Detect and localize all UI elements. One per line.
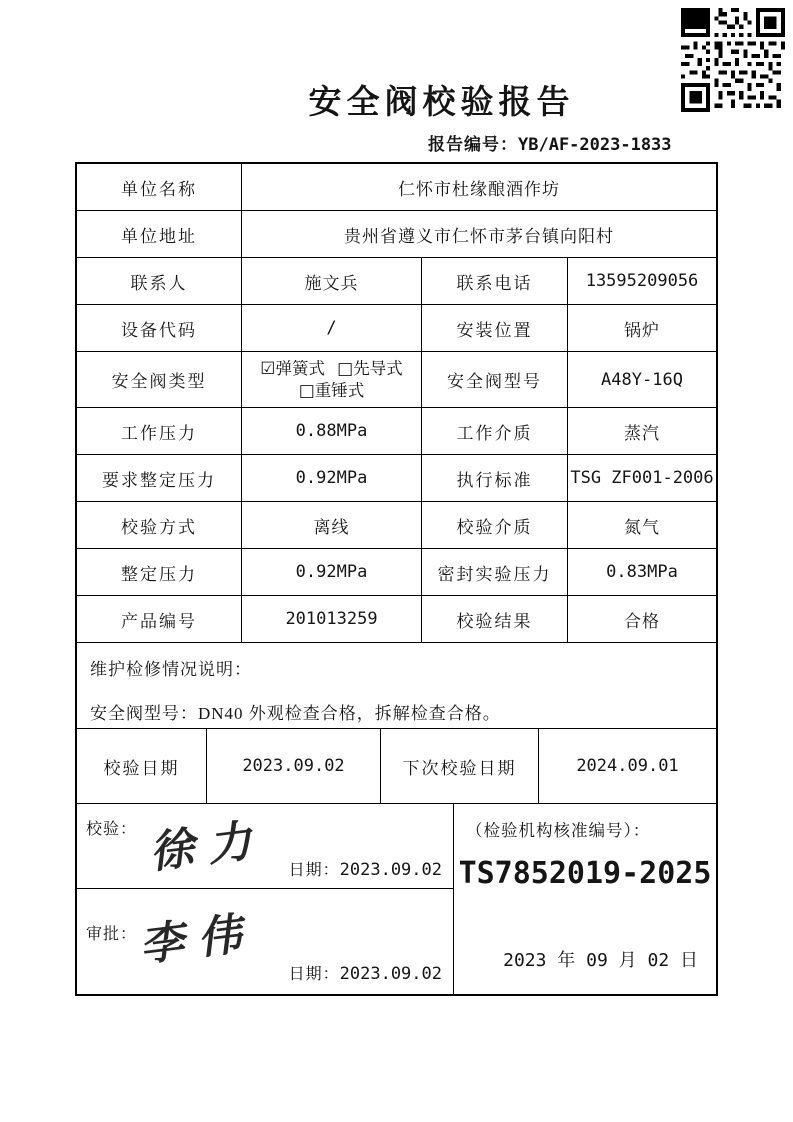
field-label: 校验结果 <box>422 596 568 642</box>
field-value: 合格 <box>624 611 660 631</box>
option-spring-type <box>260 359 325 378</box>
report-table <box>75 162 718 996</box>
field-label: 安装位置 <box>422 305 568 351</box>
field-label: 安全阀型号 <box>422 352 568 407</box>
field-label: 联系电话 <box>422 258 568 304</box>
checkbox-unchecked-icon: □ <box>337 358 354 379</box>
field-label: 密封实验压力 <box>422 549 568 595</box>
signatures-column <box>77 804 454 994</box>
field-value: 0.92MPa <box>242 455 422 501</box>
field-value: / <box>242 305 422 351</box>
report-number-label: 报告编号： <box>428 135 518 154</box>
valve-type-options <box>242 352 422 407</box>
field-label: 整定压力 <box>77 549 242 595</box>
field-label: 安全阀类型 <box>77 352 242 407</box>
field-value: 0.92MPa <box>242 549 422 595</box>
field-value: 201013259 <box>242 596 422 642</box>
field-label: 要求整定压力 <box>77 455 242 501</box>
approval-org-cell <box>454 804 716 994</box>
table-row-unit-address <box>77 211 716 258</box>
report-number <box>428 130 672 155</box>
field-label: 产品编号 <box>77 596 242 642</box>
field-label: 工作压力 <box>77 408 242 454</box>
field-value: 离线 <box>242 502 422 548</box>
table-row-set-pressure <box>77 549 716 596</box>
verify-label: 校验： <box>86 821 138 838</box>
option-lever-type <box>299 381 365 400</box>
table-row-required-set-pressure <box>77 455 716 502</box>
org-approval-label: （检验机构核准编号）： <box>466 821 651 840</box>
field-value: 0.83MPa <box>606 562 678 582</box>
maintenance-note <box>77 643 716 728</box>
field-label: 校验方式 <box>77 502 242 548</box>
field-label: 单位名称 <box>77 164 242 210</box>
maintenance-note-row <box>77 643 716 729</box>
checkbox-unchecked-icon: □ <box>298 380 315 401</box>
checkbox-checked-icon: ☑ <box>260 358 276 379</box>
table-row-dates <box>77 729 716 804</box>
maintenance-note-body: 安全阀型号：DN40 外观检查合格，拆解检查合格。 <box>90 704 501 723</box>
field-label: 设备代码 <box>77 305 242 351</box>
field-value: 贵州省遵义市仁怀市茅台镇向阳村 <box>344 226 614 246</box>
option-label: 重锤式 <box>314 380 365 400</box>
verify-date-line: 日期：2023.09.02 <box>288 860 442 880</box>
field-label: 校验日期 <box>77 729 207 803</box>
report-number-value: YB/AF-2023-1833 <box>518 135 672 155</box>
table-row-working-pressure <box>77 408 716 455</box>
field-label: 执行标准 <box>422 455 568 501</box>
table-row-product-number <box>77 596 716 643</box>
field-value: 2023.09.02 <box>207 729 381 803</box>
field-value: 仁怀市杜缘酿酒作坊 <box>398 179 560 199</box>
option-pilot-type <box>337 359 403 378</box>
table-row-unit-name <box>77 164 716 211</box>
field-value: 蒸汽 <box>624 423 660 443</box>
field-value: 锅炉 <box>624 320 660 340</box>
field-label: 工作介质 <box>422 408 568 454</box>
approve-signature-handwriting: 李伟 <box>136 908 259 971</box>
field-label: 校验介质 <box>422 502 568 548</box>
approve-date-line: 日期：2023.09.02 <box>288 964 442 984</box>
table-row-contact <box>77 258 716 305</box>
org-approval-code: TS7852019-2025 <box>458 856 712 891</box>
field-label: 联系人 <box>77 258 242 304</box>
signoff-section <box>77 804 716 994</box>
option-label: 弹簧式 <box>275 358 326 378</box>
maintenance-note-title: 维护检修情况说明： <box>90 660 252 679</box>
table-row-device-code <box>77 305 716 352</box>
field-value: A48Y-16Q <box>601 369 683 390</box>
field-value: 2024.09.01 <box>576 756 679 776</box>
field-value: 氮气 <box>624 517 660 537</box>
field-value: 13595209056 <box>585 271 699 291</box>
verify-signature-handwriting: 徐力 <box>146 815 269 878</box>
approve-label: 审批： <box>86 926 138 943</box>
field-value: 0.88MPa <box>242 408 422 454</box>
approve-signature-row <box>77 889 453 994</box>
verify-signature-row <box>77 804 453 889</box>
page-title: 安全阀校验报告 <box>308 85 575 121</box>
field-value: 施文兵 <box>242 258 422 304</box>
org-approval-date: 2023 年 09 月 02 日 <box>503 950 698 971</box>
option-label: 先导式 <box>353 358 403 378</box>
field-value: TSG ZF001-2006 <box>570 468 714 488</box>
table-row-calibration-method <box>77 502 716 549</box>
field-label: 单位地址 <box>77 211 242 257</box>
field-label: 下次校验日期 <box>381 729 539 803</box>
table-row-valve-type <box>77 352 716 408</box>
